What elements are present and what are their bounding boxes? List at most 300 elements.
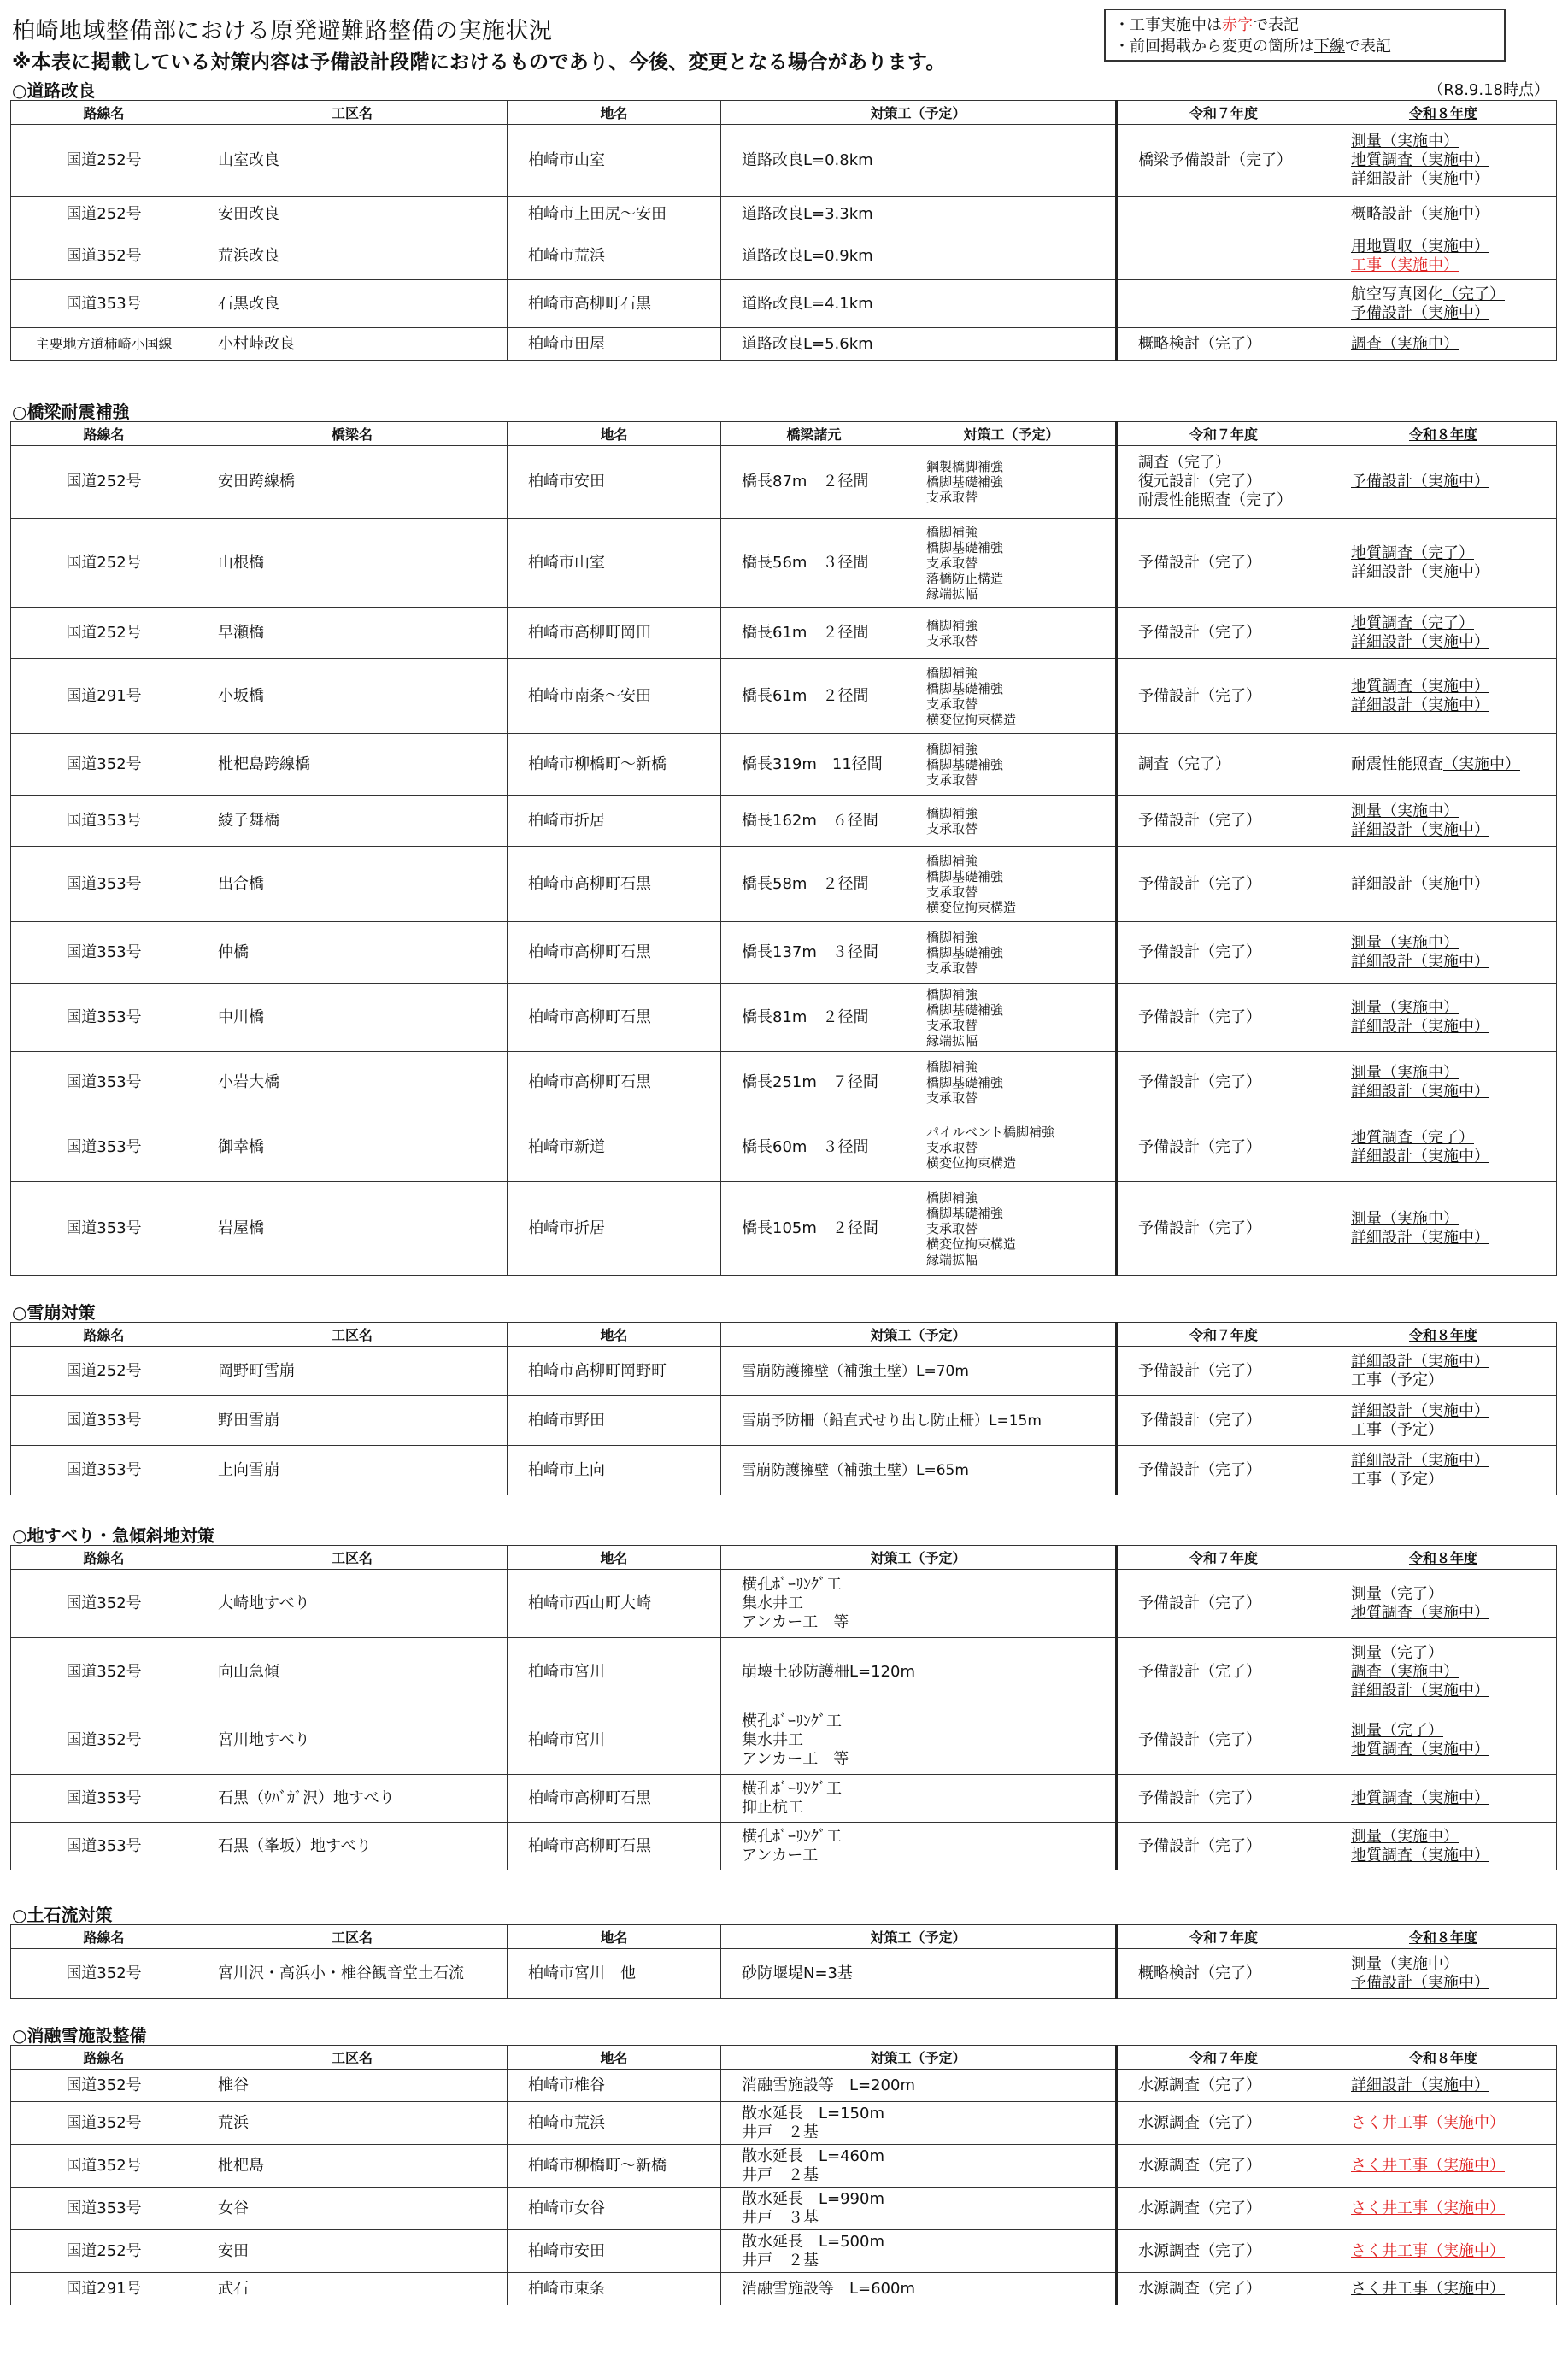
section-heading-landslide: ○地すべり・急傾斜地対策 xyxy=(12,1525,215,1546)
column-header: 令和８年度 xyxy=(1330,2046,1557,2070)
cell-r8 xyxy=(1330,1446,1557,1495)
r7-line: 予備設計（完了） xyxy=(1138,1137,1261,1156)
r8-item: 詳細設計 xyxy=(1351,696,1412,714)
cell-r8 xyxy=(1330,280,1557,328)
cell-r8 xyxy=(1330,519,1557,608)
r7-line: 水源調査（完了） xyxy=(1138,2113,1261,2132)
column-header: 路線名 xyxy=(11,101,197,125)
cell-name: 安田跨線橋 xyxy=(197,446,508,519)
r8-status: （実施中） xyxy=(1382,1827,1459,1846)
cell-r8 xyxy=(1330,1949,1557,1999)
table-row xyxy=(11,1052,1557,1113)
cell-name: 山根橋 xyxy=(197,519,508,608)
cell-place: 柏崎市椎谷 xyxy=(508,2070,721,2102)
r8-item: 測量 xyxy=(1351,998,1382,1017)
r8-status: （完了） xyxy=(1412,1128,1474,1147)
work-line: 橋脚基礎補強 xyxy=(926,944,1004,960)
cell-work xyxy=(907,734,1117,796)
cell-name: 宮川沢・高浜小・椎谷観音堂土石流 xyxy=(197,1949,508,1999)
work-line: 砂防堰堤N=3基 xyxy=(742,1964,853,1982)
cell-route: 国道352号 xyxy=(11,2102,197,2145)
cell-spec: 橋長56m ３径間 xyxy=(721,519,907,608)
table-header-row xyxy=(11,2046,1557,2070)
work-line: 崩壊土砂防護柵L=120m xyxy=(742,1662,916,1681)
work-line: 橋脚補強 xyxy=(926,1059,978,1075)
r8-item: さく井工事 xyxy=(1351,2156,1428,2175)
r8-line xyxy=(1351,802,1549,821)
cell-r7 xyxy=(1117,2273,1330,2305)
column-header: 路線名 xyxy=(11,1546,197,1570)
r8-line xyxy=(1351,2199,1549,2218)
r8-line xyxy=(1351,1402,1549,1421)
cell-name: 御幸橋 xyxy=(197,1113,508,1182)
r8-item: 測量 xyxy=(1351,1643,1382,1662)
cell-r8 xyxy=(1330,446,1557,519)
cell-r7 xyxy=(1117,734,1330,796)
r8-line xyxy=(1351,304,1549,323)
cell-work xyxy=(907,922,1117,984)
cell-route: 国道353号 xyxy=(11,1775,197,1823)
work-line: 横孔ﾎﾞｰﾘﾝｸﾞ工 xyxy=(742,1827,842,1846)
work-line: 支承取替 xyxy=(926,1089,978,1106)
r8-line xyxy=(1351,1663,1549,1682)
cell-place: 柏崎市柳橋町～新橋 xyxy=(508,734,721,796)
column-header: 工区名 xyxy=(197,1925,508,1949)
cell-spec: 橋長137m ３径間 xyxy=(721,922,907,984)
r8-line xyxy=(1351,1148,1549,1166)
table-row xyxy=(11,1396,1557,1446)
r7-line: 予備設計（完了） xyxy=(1138,1460,1261,1479)
r8-status: （実施中） xyxy=(1412,169,1489,188)
cell-route: 国道353号 xyxy=(11,1396,197,1446)
cell-route: 国道352号 xyxy=(11,232,197,280)
cell-work xyxy=(721,328,1117,361)
r8-status: （実施中） xyxy=(1382,1662,1459,1681)
r8-line xyxy=(1351,614,1549,633)
cell-route: 国道252号 xyxy=(11,125,197,197)
cell-r8 xyxy=(1330,922,1557,984)
cell-work xyxy=(721,280,1117,328)
table-row xyxy=(11,1182,1557,1276)
r8-item: 詳細設計 xyxy=(1351,1681,1412,1700)
r8-status: （実施中） xyxy=(1412,1017,1489,1036)
r8-status: （完了） xyxy=(1382,1721,1443,1740)
as-of-date: （R8.9.18時点） xyxy=(1428,81,1549,99)
cell-r8 xyxy=(1330,1775,1557,1823)
cell-r8 xyxy=(1330,232,1557,280)
cell-r7 xyxy=(1117,1823,1330,1870)
cell-r7 xyxy=(1117,2188,1330,2230)
r8-item: 測量 xyxy=(1351,1209,1382,1228)
cell-name: 小坂橋 xyxy=(197,659,508,734)
cell-place: 柏崎市高柳町石黒 xyxy=(508,280,721,328)
r8-line xyxy=(1351,2242,1549,2261)
table-header-row xyxy=(11,101,1557,125)
r8-line xyxy=(1351,1722,1549,1741)
cell-r7 xyxy=(1117,2230,1330,2273)
r8-status: （実施中） xyxy=(1382,1063,1459,1082)
cell-spec: 橋長87m ２径間 xyxy=(721,446,907,519)
work-line: 井戸 ３基 xyxy=(742,2208,819,2227)
cell-work xyxy=(721,1396,1117,1446)
cell-r8 xyxy=(1330,796,1557,847)
section-heading-bridge: ○橋梁耐震補強 xyxy=(12,402,130,422)
cell-r8 xyxy=(1330,2070,1557,2102)
cell-r7 xyxy=(1117,446,1330,519)
r8-status: （実施中） xyxy=(1412,1228,1489,1247)
cell-r8 xyxy=(1330,608,1557,659)
section-heading-road: ○道路改良 xyxy=(12,80,96,101)
r8-status: （実施中） xyxy=(1412,237,1489,255)
cell-place: 柏崎市高柳町石黒 xyxy=(508,922,721,984)
cell-name: 女谷 xyxy=(197,2188,508,2230)
cell-r8 xyxy=(1330,125,1557,197)
cell-place: 柏崎市田屋 xyxy=(508,328,721,361)
cell-work xyxy=(907,519,1117,608)
cell-route: 国道353号 xyxy=(11,984,197,1052)
r7-line: 水源調査（完了） xyxy=(1138,2279,1261,2298)
cell-r8 xyxy=(1330,1113,1557,1182)
r8-item: 詳細設計 xyxy=(1351,820,1412,839)
r8-line xyxy=(1351,1083,1549,1101)
cell-work xyxy=(721,1823,1117,1870)
r8-item: 工事（予定） xyxy=(1351,1470,1443,1489)
r7-line: 予備設計（完了） xyxy=(1138,553,1261,572)
r8-line xyxy=(1351,934,1549,953)
r8-status: （実施中） xyxy=(1412,632,1489,651)
table-row xyxy=(11,1570,1557,1638)
cell-route: 国道352号 xyxy=(11,1706,197,1775)
r8-item: 地質調査 xyxy=(1351,1603,1412,1622)
cell-r7 xyxy=(1117,922,1330,984)
cell-r7 xyxy=(1117,1446,1330,1495)
work-line: 支承取替 xyxy=(926,884,978,900)
r8-status: （実施中） xyxy=(1412,677,1489,696)
r8-item: 工事 xyxy=(1351,255,1382,274)
r8-item: 航空写真図化 xyxy=(1351,285,1443,303)
r8-line xyxy=(1351,2076,1549,2095)
table-header-row xyxy=(11,1323,1557,1347)
r8-item: 詳細設計 xyxy=(1351,169,1412,188)
cell-r7 xyxy=(1117,2102,1330,2145)
column-header: 橋梁諸元 xyxy=(721,422,907,446)
r8-line xyxy=(1351,1371,1549,1390)
cell-name: 荒浜改良 xyxy=(197,232,508,280)
r8-item: 概略設計 xyxy=(1351,204,1412,223)
cell-r7 xyxy=(1117,1052,1330,1113)
work-line: 縁端拡幅 xyxy=(926,585,978,602)
work-line: パイルベント橋脚補強 xyxy=(926,1124,1055,1140)
r8-line xyxy=(1351,256,1549,275)
work-line: アンカー工 xyxy=(742,1846,819,1865)
cell-route: 国道252号 xyxy=(11,197,197,232)
r8-item: さく井工事 xyxy=(1351,2241,1428,2260)
cell-r8 xyxy=(1330,2188,1557,2230)
r7-line: 予備設計（完了） xyxy=(1138,1411,1261,1430)
r8-status: （完了） xyxy=(1382,1643,1443,1662)
cell-work xyxy=(907,1182,1117,1276)
r7-line: 概略検討（完了） xyxy=(1138,334,1261,353)
column-header: 地名 xyxy=(508,1546,721,1570)
cell-route: 国道353号 xyxy=(11,1823,197,1870)
column-header: 令和８年度 xyxy=(1330,1323,1557,1347)
cell-work xyxy=(721,1706,1117,1775)
work-line: 支承取替 xyxy=(926,820,978,837)
r7-line: 予備設計（完了） xyxy=(1138,686,1261,705)
cell-work xyxy=(907,847,1117,922)
cell-name: 向山急傾 xyxy=(197,1638,508,1706)
table-row xyxy=(11,796,1557,847)
work-line: 橋脚基礎補強 xyxy=(926,1205,1004,1221)
work-line: 支承取替 xyxy=(926,490,978,505)
cell-spec: 橋長81m ２径間 xyxy=(721,984,907,1052)
r8-status: （実施中） xyxy=(1428,2199,1505,2217)
r8-line xyxy=(1351,563,1549,582)
cell-place: 柏崎市荒浜 xyxy=(508,232,721,280)
column-header: 地名 xyxy=(508,101,721,125)
table-header-row xyxy=(11,1546,1557,1570)
cell-work xyxy=(721,2070,1117,2102)
cell-r7 xyxy=(1117,519,1330,608)
cell-r8 xyxy=(1330,734,1557,796)
cell-route: 国道252号 xyxy=(11,519,197,608)
r7-line: 予備設計（完了） xyxy=(1138,1730,1261,1749)
column-header: 対策工（予定） xyxy=(721,1546,1117,1570)
cell-name: 岡野町雪崩 xyxy=(197,1347,508,1396)
cell-name: 中川橋 xyxy=(197,984,508,1052)
r7-line: 予備設計（完了） xyxy=(1138,1836,1261,1855)
cell-work xyxy=(721,2145,1117,2188)
cell-r7 xyxy=(1117,1570,1330,1638)
cell-work xyxy=(721,1775,1117,1823)
cell-r7 xyxy=(1117,2070,1330,2102)
work-line: 横変位拘束構造 xyxy=(926,1154,1017,1171)
cell-route: 国道353号 xyxy=(11,2188,197,2230)
r8-item: 工事（予定） xyxy=(1351,1420,1443,1439)
work-line: 支承取替 xyxy=(926,632,978,649)
cell-place: 柏崎市野田 xyxy=(508,1396,721,1446)
table-row xyxy=(11,1113,1557,1182)
cell-route: 国道353号 xyxy=(11,1052,197,1113)
cell-route: 国道353号 xyxy=(11,1113,197,1182)
r8-item: 詳細設計 xyxy=(1351,632,1412,651)
r8-item: 測量 xyxy=(1351,1063,1382,1082)
column-header: 令和８年度 xyxy=(1330,101,1557,125)
column-header: 路線名 xyxy=(11,2046,197,2070)
cell-place: 柏崎市東条 xyxy=(508,2273,721,2305)
r8-item: 地質調査 xyxy=(1351,1846,1412,1865)
r8-item: 測量 xyxy=(1351,1721,1382,1740)
r7-line: 耐震性能照査（完了） xyxy=(1138,491,1292,509)
cell-place: 柏崎市女谷 xyxy=(508,2188,721,2230)
r8-item: 予備設計 xyxy=(1351,1973,1412,1992)
r8-item: さく井工事 xyxy=(1351,2113,1428,2132)
cell-r8 xyxy=(1330,847,1557,922)
r8-status: （実施中） xyxy=(1382,132,1459,150)
cell-work xyxy=(721,1638,1117,1706)
cell-r8 xyxy=(1330,984,1557,1052)
cell-r8 xyxy=(1330,1347,1557,1396)
cell-place: 柏崎市安田 xyxy=(508,446,721,519)
r8-item: 測量 xyxy=(1351,933,1382,952)
r7-line: 水源調査（完了） xyxy=(1138,2241,1261,2260)
table-row xyxy=(11,608,1557,659)
work-line: 橋脚基礎補強 xyxy=(926,1074,1004,1090)
r8-status: （実施中） xyxy=(1382,933,1459,952)
work-line: 散水延長 L=990m xyxy=(742,2189,885,2208)
r7-line: 予備設計（完了） xyxy=(1138,623,1261,642)
r7-line: 予備設計（完了） xyxy=(1138,1361,1261,1380)
cell-work xyxy=(721,1446,1117,1495)
column-header: 令和７年度 xyxy=(1117,2046,1330,2070)
work-line: 橋脚基礎補強 xyxy=(926,868,1004,884)
cell-work xyxy=(907,796,1117,847)
work-line: 横孔ﾎﾞｰﾘﾝｸﾞ工 xyxy=(742,1712,842,1730)
r8-line xyxy=(1351,2157,1549,2176)
r8-item: 詳細設計 xyxy=(1351,1352,1412,1371)
table-row xyxy=(11,659,1557,734)
cell-r7 xyxy=(1117,280,1330,328)
cell-name: 上向雪崩 xyxy=(197,1446,508,1495)
table-row xyxy=(11,1638,1557,1706)
cell-route: 国道353号 xyxy=(11,1182,197,1276)
cell-route: 国道353号 xyxy=(11,847,197,922)
cell-r7 xyxy=(1117,1706,1330,1775)
cell-place: 柏崎市荒浜 xyxy=(508,2102,721,2145)
cell-route: 国道353号 xyxy=(11,796,197,847)
cell-work xyxy=(721,1570,1117,1638)
r8-line xyxy=(1351,1353,1549,1371)
cell-name: 岩屋橋 xyxy=(197,1182,508,1276)
r8-line xyxy=(1351,2114,1549,2133)
r8-line xyxy=(1351,678,1549,696)
cell-place: 柏崎市高柳町石黒 xyxy=(508,847,721,922)
cell-route: 国道252号 xyxy=(11,1347,197,1396)
column-header: 工区名 xyxy=(197,101,508,125)
r8-status: （実施中） xyxy=(1412,1846,1489,1865)
work-line: 集水井工 xyxy=(742,1594,803,1612)
r8-line xyxy=(1351,170,1549,189)
table-row xyxy=(11,2273,1557,2305)
section-heading-avalanche: ○雪崩対策 xyxy=(12,1302,96,1323)
column-header: 橋梁名 xyxy=(197,422,508,446)
r8-status: （実施中） xyxy=(1412,696,1489,714)
cell-route: 国道352号 xyxy=(11,2145,197,2188)
r8-line xyxy=(1351,633,1549,652)
work-line: 支承取替 xyxy=(926,696,978,712)
cell-work xyxy=(907,1052,1117,1113)
column-header: 工区名 xyxy=(197,2046,508,2070)
r7-line: 調査（完了） xyxy=(1138,454,1230,472)
work-line: 支承取替 xyxy=(926,555,978,571)
table-row xyxy=(11,2145,1557,2188)
r8-item: 予備設計 xyxy=(1351,473,1412,490)
column-header: 地名 xyxy=(508,1323,721,1347)
r8-line xyxy=(1351,1471,1549,1489)
cell-place: 柏崎市高柳町岡田 xyxy=(508,608,721,659)
r8-status: （完了） xyxy=(1412,543,1474,562)
r8-status: （実施中） xyxy=(1412,1082,1489,1101)
cell-place: 柏崎市上田尻～安田 xyxy=(508,197,721,232)
r8-line xyxy=(1351,1129,1549,1148)
cell-r7 xyxy=(1117,197,1330,232)
r8-status: （実施中） xyxy=(1382,1954,1459,1973)
column-header: 工区名 xyxy=(197,1323,508,1347)
work-line: 横孔ﾎﾞｰﾘﾝｸﾞ工 xyxy=(742,1779,842,1798)
work-line: 消融雪施設等 L=600m xyxy=(742,2279,916,2298)
r8-item: 地質調査 xyxy=(1351,1788,1412,1807)
r8-status: （実施中） xyxy=(1412,1352,1489,1371)
work-line: 消融雪施設等 L=200m xyxy=(742,2076,916,2094)
work-line: 橋脚基礎補強 xyxy=(926,756,1004,772)
r8-item: 詳細設計 xyxy=(1351,2076,1412,2094)
work-line: 橋脚補強 xyxy=(926,665,978,681)
cell-work xyxy=(721,2102,1117,2145)
table-avalanche xyxy=(10,1322,1557,1495)
work-line: 支承取替 xyxy=(926,1017,978,1033)
r8-line xyxy=(1351,285,1549,304)
cell-r8 xyxy=(1330,328,1557,361)
column-header: 令和７年度 xyxy=(1117,101,1330,125)
table-row xyxy=(11,197,1557,232)
cell-r7 xyxy=(1117,1949,1330,1999)
column-header: 対策工（予定） xyxy=(721,2046,1117,2070)
r8-line xyxy=(1351,953,1549,972)
work-line: 抑止杭工 xyxy=(742,1798,803,1817)
cell-r7 xyxy=(1117,1638,1330,1706)
cell-r7 xyxy=(1117,232,1330,280)
cell-place: 柏崎市高柳町石黒 xyxy=(508,1823,721,1870)
cell-r8 xyxy=(1330,1706,1557,1775)
work-line: 道路改良L=0.9km xyxy=(742,246,873,265)
table-debris xyxy=(10,1924,1557,1999)
r8-status: （完了） xyxy=(1412,614,1474,632)
r8-status: （実施中） xyxy=(1412,303,1489,322)
cell-place: 柏崎市新道 xyxy=(508,1113,721,1182)
cell-name: 武石 xyxy=(197,2273,508,2305)
cell-route: 国道352号 xyxy=(11,1570,197,1638)
r8-item: 測量 xyxy=(1351,1584,1382,1603)
r8-line xyxy=(1351,1064,1549,1083)
r8-status: （実施中） xyxy=(1412,820,1489,839)
r8-line xyxy=(1351,1682,1549,1700)
cell-work xyxy=(721,2230,1117,2273)
legend-line-underline: ・前回掲載から変更の箇所は下線で表記 xyxy=(1114,38,1391,56)
cell-place: 柏崎市折居 xyxy=(508,796,721,847)
r8-status: （実施中） xyxy=(1382,802,1459,820)
cell-name: 枇杷島 xyxy=(197,2145,508,2188)
cell-route: 国道291号 xyxy=(11,659,197,734)
r7-line: 予備設計（完了） xyxy=(1138,1219,1261,1237)
cell-work xyxy=(907,1113,1117,1182)
column-header: 地名 xyxy=(508,1925,721,1949)
cell-name: 枇杷島跨線橋 xyxy=(197,734,508,796)
cell-spec: 橋長60m ３径間 xyxy=(721,1113,907,1182)
cell-name: 宮川地すべり xyxy=(197,1706,508,1775)
table-row xyxy=(11,446,1557,519)
cell-name: 安田改良 xyxy=(197,197,508,232)
cell-spec: 橋長61m ２径間 xyxy=(721,659,907,734)
cell-route: 国道352号 xyxy=(11,734,197,796)
column-header: 令和７年度 xyxy=(1117,1546,1330,1570)
work-line: 井戸 ２基 xyxy=(742,2251,819,2270)
r8-item: 詳細設計 xyxy=(1351,952,1412,971)
cell-r7 xyxy=(1117,796,1330,847)
r8-status: （実施中） xyxy=(1412,473,1489,490)
r8-item: 耐震性能照査 xyxy=(1351,755,1443,773)
r8-item: 地質調査 xyxy=(1351,1740,1412,1759)
cell-r7 xyxy=(1117,1775,1330,1823)
